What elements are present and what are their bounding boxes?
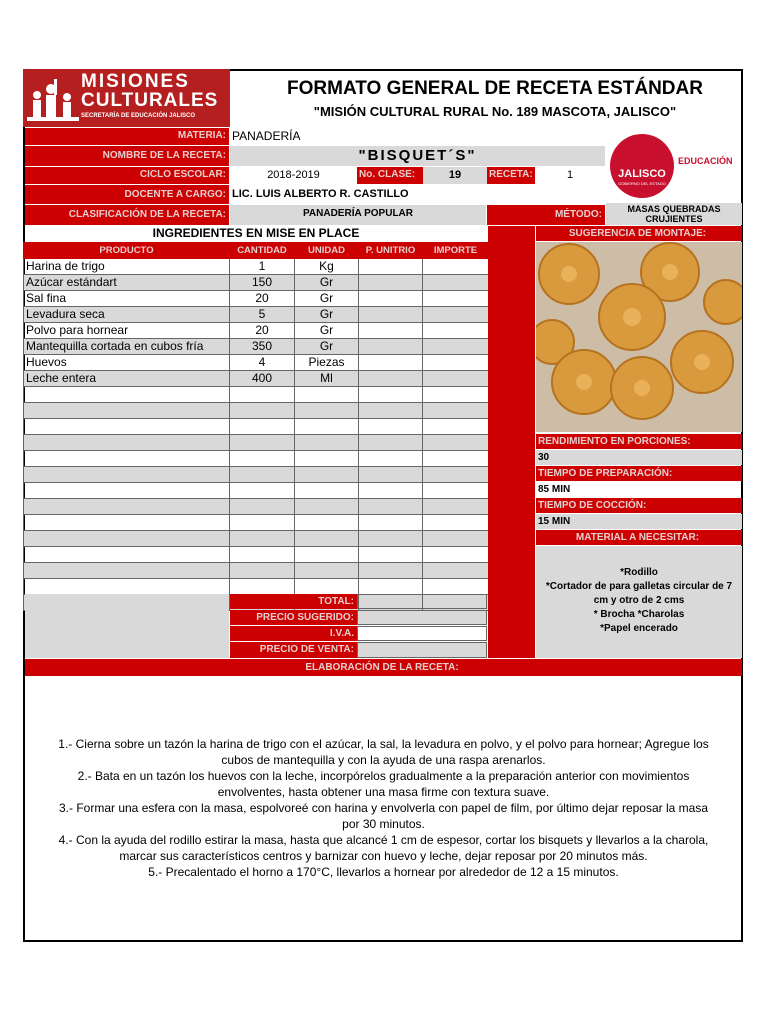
ciclo-label: CICLO ESCOLAR: bbox=[25, 167, 229, 184]
divider-column bbox=[488, 226, 535, 658]
cell-cantidad: 20 bbox=[230, 323, 295, 339]
cell-importe bbox=[423, 467, 489, 483]
cell-producto: Leche entera bbox=[24, 371, 230, 387]
ingredients-title: INGREDIENTES EN MISE EN PLACE bbox=[152, 226, 360, 240]
jalisco-sub: GOBIERNO DEL ESTADO bbox=[618, 181, 666, 186]
cell-importe bbox=[423, 387, 489, 403]
cell-unidad bbox=[295, 499, 359, 515]
page-title: FORMATO GENERAL DE RECETA ESTÁNDAR bbox=[287, 78, 703, 99]
cell-cantidad: 150 bbox=[230, 275, 295, 291]
cell-cantidad: 20 bbox=[230, 291, 295, 307]
cell-cantidad: 350 bbox=[230, 339, 295, 355]
cell-cantidad bbox=[230, 387, 295, 403]
cell-importe bbox=[423, 515, 489, 531]
cell-importe bbox=[423, 291, 489, 307]
cell-importe bbox=[423, 371, 489, 387]
elaboracion-steps bbox=[25, 736, 742, 880]
cell-importe bbox=[423, 451, 489, 467]
cell-unidad bbox=[295, 483, 359, 499]
metodo-value: MASAS QUEBRADAS CRUJIENTES bbox=[606, 203, 742, 225]
precio-venta-value bbox=[357, 642, 487, 658]
cell-punit bbox=[359, 467, 423, 483]
cell-punit bbox=[359, 323, 423, 339]
cell-cantidad bbox=[230, 579, 295, 595]
cell-cantidad bbox=[230, 451, 295, 467]
cell-producto: Levadura seca bbox=[24, 307, 230, 323]
nombre-value: "BISQUET´S" bbox=[230, 146, 605, 166]
cell-importe bbox=[423, 419, 489, 435]
educacion-label: EDUCACIÓN bbox=[678, 156, 733, 166]
table-row bbox=[24, 307, 489, 323]
cell-punit bbox=[359, 387, 423, 403]
nombre-label: NOMBRE DE LA RECETA: bbox=[25, 146, 229, 166]
header-unidad: UNIDAD bbox=[295, 243, 359, 259]
jalisco-seal-icon bbox=[610, 134, 674, 198]
cell-producto bbox=[24, 467, 230, 483]
tiempo-coccion-value: 15 MIN bbox=[536, 514, 742, 529]
logo-sub: SECRETARÍA DE EDUCACIÓN JALISCO bbox=[81, 113, 196, 119]
jalisco-educacion-logo bbox=[606, 128, 742, 204]
table-row bbox=[24, 435, 489, 451]
table-row bbox=[24, 323, 489, 339]
cell-punit bbox=[359, 499, 423, 515]
cell-importe bbox=[423, 531, 489, 547]
iva-label: I.V.A. bbox=[230, 626, 357, 641]
bisquets-photo bbox=[536, 242, 742, 432]
cell-importe bbox=[423, 547, 489, 563]
people-silhouette-icon bbox=[27, 75, 79, 123]
cell-producto bbox=[24, 515, 230, 531]
page-subtitle: "MISIÓN CULTURAL RURAL No. 189 MASCOTA, JALISCO" bbox=[313, 104, 677, 119]
elaboracion-label: ELABORACIÓN DE LA RECETA: bbox=[25, 659, 742, 676]
cell-punit bbox=[359, 355, 423, 371]
cell-importe bbox=[423, 403, 489, 419]
rendimiento-label: RENDIMIENTO EN PORCIONES: bbox=[536, 434, 742, 449]
cell-importe bbox=[423, 499, 489, 515]
cell-unidad bbox=[295, 547, 359, 563]
rendimiento-value: 30 bbox=[536, 450, 742, 465]
cell-cantidad bbox=[230, 435, 295, 451]
cell-cantidad bbox=[230, 483, 295, 499]
cell-punit bbox=[359, 451, 423, 467]
step-2-line-2: envolventes, hasta obtener una masa firme con textura suave. bbox=[217, 785, 550, 799]
cell-producto bbox=[24, 499, 230, 515]
material-line-4: * Brocha *Charolas bbox=[593, 609, 685, 620]
cell-unidad bbox=[295, 435, 359, 451]
docente-label: DOCENTE A CARGO: bbox=[25, 185, 229, 204]
cell-producto bbox=[24, 387, 230, 403]
clasificacion-value: PANADERÍA POPULAR bbox=[230, 205, 486, 225]
misiones-culturales-logo bbox=[23, 69, 230, 127]
table-row bbox=[24, 531, 489, 547]
cell-punit bbox=[359, 563, 423, 579]
header-producto: PRODUCTO bbox=[24, 243, 230, 259]
cell-unidad: Piezas bbox=[295, 355, 359, 371]
cell-importe bbox=[423, 307, 489, 323]
precio-venta-label: PRECIO DE VENTA: bbox=[230, 642, 357, 658]
table-row bbox=[24, 563, 489, 579]
step-1-line-2: cubos de mantequilla y con la ayuda de una raspa arenarlos. bbox=[221, 753, 546, 767]
cell-unidad bbox=[295, 531, 359, 547]
cell-punit bbox=[359, 547, 423, 563]
step-5-line-1: 5.- Precalentado el horno a 170°C, llevarlos a hornear por alrededor de 12 a 15 minutos. bbox=[148, 865, 619, 879]
cell-punit bbox=[359, 579, 423, 595]
header-importe: IMPORTE bbox=[423, 243, 489, 259]
clase-label: No. CLASE: bbox=[357, 167, 423, 184]
jalisco-label: JALISCO bbox=[618, 168, 666, 180]
cell-cantidad bbox=[230, 467, 295, 483]
cell-cantidad bbox=[230, 419, 295, 435]
table-row bbox=[24, 339, 489, 355]
cell-unidad bbox=[295, 419, 359, 435]
table-row bbox=[24, 259, 489, 275]
table-row bbox=[24, 355, 489, 371]
cell-importe bbox=[423, 483, 489, 499]
cell-cantidad bbox=[230, 515, 295, 531]
cell-producto bbox=[24, 563, 230, 579]
cell-unidad bbox=[295, 451, 359, 467]
table-row bbox=[24, 371, 489, 387]
cell-producto bbox=[24, 483, 230, 499]
total-value bbox=[357, 594, 487, 609]
cell-unidad: Gr bbox=[295, 291, 359, 307]
cell-cantidad bbox=[230, 563, 295, 579]
step-3-line-2: por 30 minutos. bbox=[342, 817, 425, 831]
cell-producto: Mantequilla cortada en cubos fría bbox=[24, 339, 230, 355]
cell-punit bbox=[359, 419, 423, 435]
cell-importe bbox=[423, 323, 489, 339]
cell-importe bbox=[423, 355, 489, 371]
cell-unidad bbox=[295, 579, 359, 595]
material-line-1: *Rodillo bbox=[620, 567, 658, 578]
cell-punit bbox=[359, 259, 423, 275]
ingredients-table bbox=[23, 242, 489, 611]
cell-unidad: Ml bbox=[295, 371, 359, 387]
precio-sugerido-label: PRECIO SUGERIDO: bbox=[230, 610, 357, 625]
cell-cantidad bbox=[230, 547, 295, 563]
material-line-3: cm y otro de 2 cms bbox=[593, 595, 685, 606]
cell-punit bbox=[359, 307, 423, 323]
tiempo-coccion-label: TIEMPO DE COCCIÓN: bbox=[536, 498, 742, 513]
materia-value: PANADERÍA bbox=[232, 129, 301, 143]
cell-producto bbox=[24, 451, 230, 467]
table-row bbox=[24, 275, 489, 291]
table-row bbox=[24, 291, 489, 307]
cell-unidad bbox=[295, 515, 359, 531]
cell-producto: Polvo para hornear bbox=[24, 323, 230, 339]
cell-producto bbox=[24, 547, 230, 563]
cell-producto: Sal fina bbox=[24, 291, 230, 307]
cell-punit bbox=[359, 531, 423, 547]
table-row bbox=[24, 499, 489, 515]
logo-line1: MISIONES bbox=[81, 71, 190, 92]
step-3-line-1: 3.- Formar una esfera con la masa, espolvoreé con harina y envolverla con papel de film, por último dejar reposar la masa bbox=[59, 801, 708, 815]
cell-punit bbox=[359, 371, 423, 387]
table-row bbox=[24, 419, 489, 435]
tiempo-prep-label: TIEMPO DE PREPARACIÓN: bbox=[536, 466, 742, 481]
cell-cantidad bbox=[230, 403, 295, 419]
cell-unidad: Gr bbox=[295, 307, 359, 323]
clase-value: 19 bbox=[423, 167, 487, 184]
docente-value: LIC. LUIS ALBERTO R. CASTILLO bbox=[232, 188, 409, 200]
receta-label: RECETA: bbox=[487, 167, 535, 184]
cell-producto bbox=[24, 579, 230, 595]
cell-importe bbox=[423, 579, 489, 595]
cell-unidad: Kg bbox=[295, 259, 359, 275]
material-label: MATERIAL A NECESITAR: bbox=[536, 530, 742, 545]
metodo-label: MÉTODO: bbox=[487, 205, 605, 225]
cell-unidad bbox=[295, 387, 359, 403]
material-line-5: *Papel encerado bbox=[600, 623, 678, 634]
cell-producto: Azúcar estándart bbox=[24, 275, 230, 291]
cell-producto bbox=[24, 403, 230, 419]
cell-producto: Harina de trigo bbox=[24, 259, 230, 275]
cell-producto bbox=[24, 531, 230, 547]
cell-unidad bbox=[295, 403, 359, 419]
ciclo-value: 2018-2019 bbox=[267, 169, 320, 181]
totals-grey-block bbox=[25, 594, 229, 658]
sugerencia-label: SUGERENCIA DE MONTAJE: bbox=[536, 226, 742, 241]
cell-punit bbox=[359, 515, 423, 531]
cell-producto: Huevos bbox=[24, 355, 230, 371]
cell-punit bbox=[359, 339, 423, 355]
total-label: TOTAL: bbox=[230, 594, 357, 609]
cell-unidad: Gr bbox=[295, 339, 359, 355]
cell-punit bbox=[359, 435, 423, 451]
cell-cantidad: 4 bbox=[230, 355, 295, 371]
cell-cantidad: 400 bbox=[230, 371, 295, 387]
table-row bbox=[24, 451, 489, 467]
cell-punit bbox=[359, 291, 423, 307]
table-row bbox=[24, 483, 489, 499]
cell-importe bbox=[423, 259, 489, 275]
logo-line2: CULTURALES bbox=[81, 90, 219, 111]
clasificacion-label: CLASIFICACIÓN DE LA RECETA: bbox=[25, 205, 229, 225]
cell-cantidad bbox=[230, 531, 295, 547]
table-row bbox=[24, 387, 489, 403]
cell-unidad bbox=[295, 467, 359, 483]
cell-unidad bbox=[295, 563, 359, 579]
table-row bbox=[24, 515, 489, 531]
table-row bbox=[24, 403, 489, 419]
tiempo-prep-value: 85 MIN bbox=[538, 484, 571, 495]
cell-punit bbox=[359, 403, 423, 419]
cell-importe bbox=[423, 435, 489, 451]
material-line-2: *Cortador de para galletas circular de 7 bbox=[545, 581, 733, 592]
step-1-line-1: 1.- Cierna sobre un tazón la harina de trigo con el azúcar, la sal, la levadura en polvo, y el polvo para hornear; Agregue los bbox=[58, 737, 709, 751]
material-box bbox=[536, 546, 742, 658]
table-row bbox=[24, 467, 489, 483]
step-2-line-1: 2.- Bata en un tazón los huevos con la leche, incorpórelos gradualmente a la preparación anterior con movimientos bbox=[77, 769, 690, 783]
cell-cantidad bbox=[230, 499, 295, 515]
table-row bbox=[24, 547, 489, 563]
cell-importe bbox=[423, 563, 489, 579]
precio-sugerido-value bbox=[357, 610, 487, 625]
cell-unidad: Gr bbox=[295, 275, 359, 291]
cell-producto bbox=[24, 435, 230, 451]
cell-producto bbox=[24, 419, 230, 435]
iva-value bbox=[357, 626, 487, 641]
cell-importe bbox=[423, 339, 489, 355]
header-p-unitario: P. UNITRIO bbox=[359, 243, 423, 259]
cell-unidad: Gr bbox=[295, 323, 359, 339]
header-cantidad: CANTIDAD bbox=[230, 243, 295, 259]
step-4-line-2: marcar sus característicos centros y barnizar con huevo y leche, dejar reposar por 20 minutos más. bbox=[119, 849, 648, 863]
cell-cantidad: 5 bbox=[230, 307, 295, 323]
cell-punit bbox=[359, 275, 423, 291]
cell-importe bbox=[423, 275, 489, 291]
receta-value: 1 bbox=[566, 169, 574, 181]
materia-label: MATERIA: bbox=[25, 128, 229, 145]
cell-punit bbox=[359, 483, 423, 499]
cell-cantidad: 1 bbox=[230, 259, 295, 275]
step-4-line-1: 4.- Con la ayuda del rodillo estirar la masa, hasta que alcancé 1 cm de espesor, cortar los bisquets y llevarlos a la charola, bbox=[58, 833, 709, 847]
table-row bbox=[24, 579, 489, 595]
